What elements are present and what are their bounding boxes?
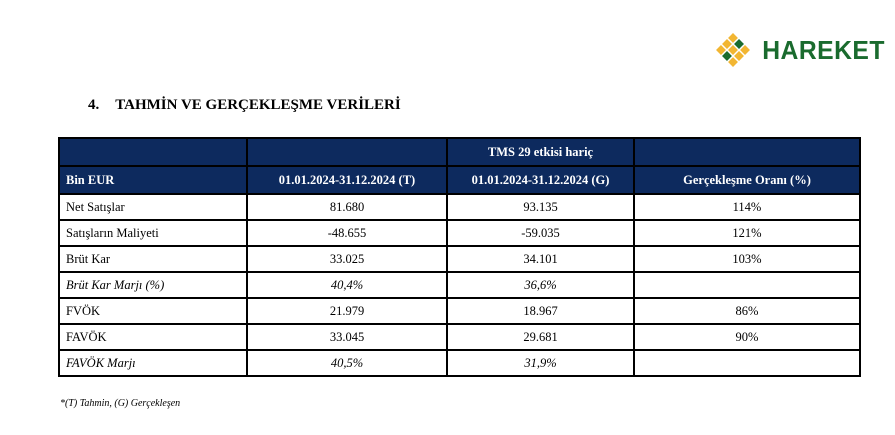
forecast-value: 33.045 — [247, 324, 447, 350]
header-row — [59, 166, 860, 194]
table-row — [59, 246, 860, 272]
actual-value: 18.967 — [447, 298, 634, 324]
col-header-label: Bin EUR — [59, 166, 247, 194]
logo-mark-icon — [713, 30, 753, 70]
ratio-value: 121% — [634, 220, 860, 246]
col-header-forecast: 01.01.2024-31.12.2024 (T) — [247, 166, 447, 194]
forecast-value: 33.025 — [247, 246, 447, 272]
col-header-ratio: Gerçekleşme Oranı (%) — [634, 166, 860, 194]
row-label: FAVÖK Marjı — [59, 350, 247, 376]
ratio-value — [634, 350, 860, 376]
actual-value: 29.681 — [447, 324, 634, 350]
section-title-text: TAHMİN VE GERÇEKLEŞME VERİLERİ — [115, 97, 401, 113]
col-header-actual: 01.01.2024-31.12.2024 (G) — [447, 166, 634, 194]
forecast-value: 40,4% — [247, 272, 447, 298]
table-row — [59, 298, 860, 324]
ratio-value: 114% — [634, 194, 860, 220]
actual-value: -59.035 — [447, 220, 634, 246]
forecast-actual-table — [58, 137, 861, 377]
group-header-row — [59, 138, 860, 166]
row-label: Net Satışlar — [59, 194, 247, 220]
hareket-logo — [713, 30, 888, 70]
row-label: Brüt Kar Marjı (%) — [59, 272, 247, 298]
section-number: 4. — [88, 97, 100, 113]
actual-value: 36,6% — [447, 272, 634, 298]
footnote: *(T) Tahmin, (G) Gerçekleşen — [60, 398, 181, 409]
section-title — [88, 97, 417, 114]
actual-value: 31,9% — [447, 350, 634, 376]
actual-value: 34.101 — [447, 246, 634, 272]
ratio-value: 103% — [634, 246, 860, 272]
forecast-value: 40,5% — [247, 350, 447, 376]
forecast-value: 21.979 — [247, 298, 447, 324]
ratio-value — [634, 272, 860, 298]
table-row — [59, 220, 860, 246]
row-label: Satışların Maliyeti — [59, 220, 247, 246]
logo-text: HAREKET — [762, 34, 885, 65]
group-header: TMS 29 etkisi hariç — [447, 138, 634, 166]
row-label: FAVÖK — [59, 324, 247, 350]
row-label: Brüt Kar — [59, 246, 247, 272]
ratio-value: 90% — [634, 324, 860, 350]
row-label: FVÖK — [59, 298, 247, 324]
table-row — [59, 194, 860, 220]
table-row — [59, 324, 860, 350]
actual-value: 93.135 — [447, 194, 634, 220]
ratio-value: 86% — [634, 298, 860, 324]
table-row — [59, 272, 860, 298]
table-row — [59, 350, 860, 376]
forecast-value: -48.655 — [247, 220, 447, 246]
forecast-value: 81.680 — [247, 194, 447, 220]
